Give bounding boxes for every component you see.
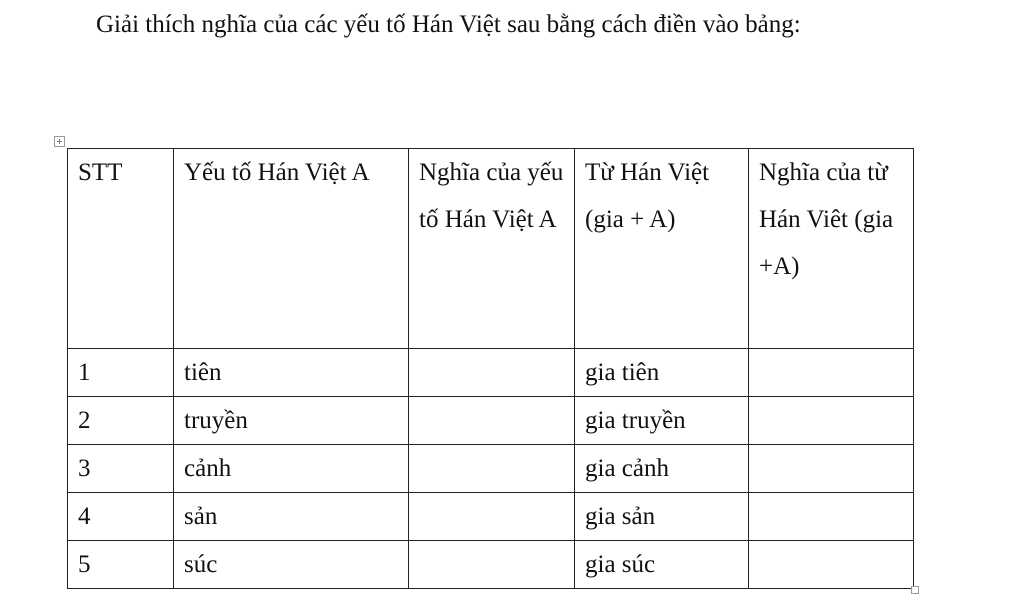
header-element: Yếu tố Hán Việt A [174,149,409,349]
table-row [68,445,914,493]
cell-element: súc [174,541,409,589]
cell-stt: 2 [68,397,174,445]
instruction-text: Giải thích nghĩa của các yếu tố Hán Việt sau bằng cách điền vào bảng: [96,11,801,38]
cell-stt: 4 [68,493,174,541]
header-stt: STT [68,149,174,349]
cell-element-meaning[interactable] [409,397,575,445]
cell-element: sản [174,493,409,541]
header-word-meaning: Nghĩa của từ Hán Viêt (gia +A) [749,149,914,349]
cell-word: gia truyền [575,397,749,445]
cell-word: gia sản [575,493,749,541]
cell-element-meaning[interactable] [409,445,575,493]
cell-word: gia súc [575,541,749,589]
table-header-row [68,149,914,349]
cell-stt: 1 [68,349,174,397]
cell-element-meaning[interactable] [409,493,575,541]
cell-word-meaning[interactable] [749,541,914,589]
table-row [68,493,914,541]
header-word: Từ Hán Việt (gia + A) [575,149,749,349]
cell-element: truyền [174,397,409,445]
table-row [68,349,914,397]
table-row [68,541,914,589]
cell-word-meaning[interactable] [749,397,914,445]
cell-element: tiên [174,349,409,397]
cell-element-meaning[interactable] [409,349,575,397]
cell-word-meaning[interactable] [749,493,914,541]
cell-element: cảnh [174,445,409,493]
vocabulary-table [67,148,914,589]
table-resize-handle-icon[interactable] [911,586,919,594]
cell-word: gia tiên [575,349,749,397]
header-element-meaning: Nghĩa của yếu tố Hán Việt A [409,149,575,349]
cell-word-meaning[interactable] [749,445,914,493]
cell-word-meaning[interactable] [749,349,914,397]
cell-stt: 5 [68,541,174,589]
cell-word: gia cảnh [575,445,749,493]
cell-element-meaning[interactable] [409,541,575,589]
table-move-handle-icon[interactable] [54,136,65,147]
cell-stt: 3 [68,445,174,493]
table-row [68,397,914,445]
